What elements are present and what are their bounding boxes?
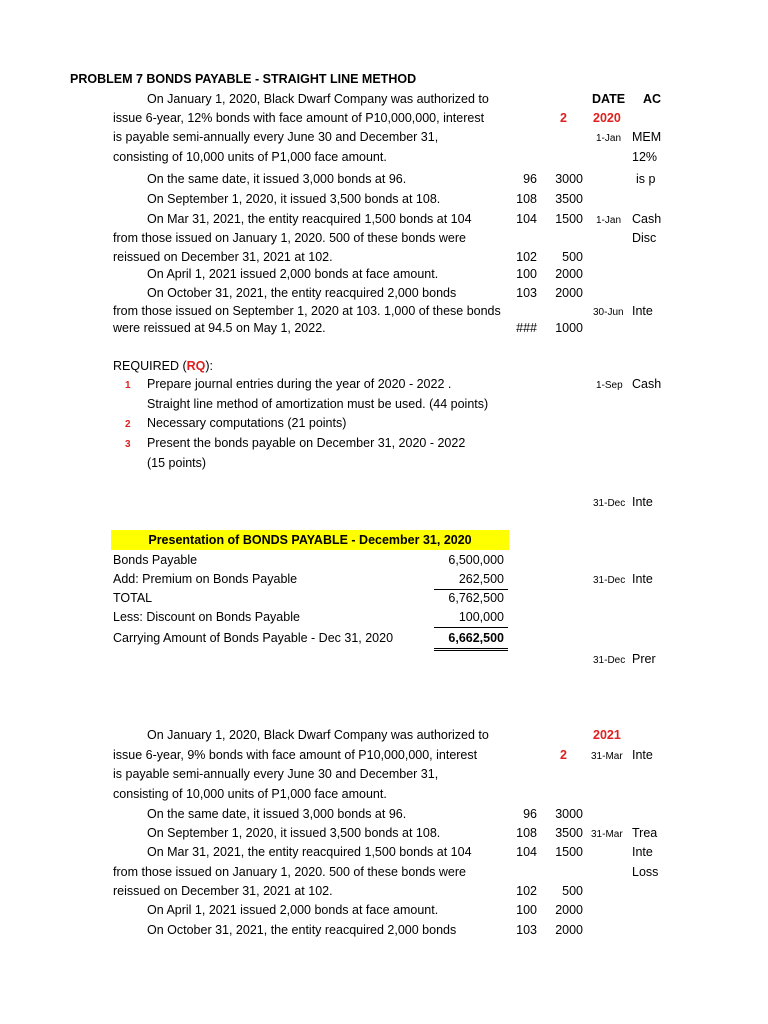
journal-account: Inte — [632, 572, 653, 586]
units-cell: 3000 — [555, 172, 583, 186]
rate-cell: 108 — [516, 192, 537, 206]
paragraph-line: issue 6-year, 12% bonds with face amount of P10,000,000, interest — [113, 111, 485, 125]
units-cell: 3000 — [555, 807, 583, 821]
transaction-line: On September 1, 2020, it issued 3,500 bonds at 108. — [147, 192, 441, 206]
journal-account: 12% — [632, 150, 658, 164]
presentation-value: 6,500,000 — [448, 553, 504, 567]
transaction-line: were reissued at 94.5 on May 1, 2022. — [113, 321, 326, 335]
double-underline — [434, 648, 508, 649]
rate-cell: 102 — [516, 250, 537, 264]
presentation-total-value: 6,662,500 — [448, 631, 504, 645]
units-cell: 2000 — [555, 286, 583, 300]
units-cell: 3500 — [555, 826, 583, 840]
problem-title: PROBLEM 7 BONDS PAYABLE - STRAIGHT LINE METHOD — [70, 72, 417, 86]
journal-account: Disc — [632, 231, 657, 245]
double-underline — [434, 650, 508, 651]
required-number: 2 — [125, 419, 131, 430]
required-number: 1 — [125, 380, 131, 391]
presentation-label: Less: Discount on Bonds Payable — [113, 610, 300, 624]
transaction-line: On April 1, 2021 issued 2,000 bonds at face amount. — [147, 267, 439, 281]
journal-date: 31-Dec — [593, 655, 626, 666]
paragraph-line: consisting of 10,000 units of P1,000 face amount. — [113, 787, 387, 801]
presentation-value: 100,000 — [458, 610, 504, 624]
journal-account: Trea — [632, 826, 658, 840]
presentation-value: 6,762,500 — [448, 591, 504, 605]
rate-cell: ### — [516, 321, 537, 335]
journal-account: Inte — [632, 304, 653, 318]
transaction-line: from those issued on January 1, 2020. 500 of these bonds were — [113, 865, 467, 879]
presentation-value: 262,500 — [458, 572, 504, 586]
journal-date: 31-Mar — [591, 829, 623, 840]
rate-cell: 100 — [516, 267, 537, 281]
rate-cell: 96 — [523, 807, 537, 821]
transaction-line: On Mar 31, 2021, the entity reacquired 1,500 bonds at 104 — [147, 845, 472, 859]
units-cell: 500 — [562, 884, 583, 898]
units-cell: 2000 — [555, 903, 583, 917]
presentation-label: Carrying Amount of Bonds Payable - Dec 31, 2020 — [113, 631, 394, 645]
units-cell: 1500 — [555, 845, 583, 859]
rate-cell: 104 — [516, 845, 537, 859]
transaction-line: On October 31, 2021, the entity reacquired 2,000 bonds — [147, 923, 457, 937]
required-item: Present the bonds payable on December 31, 2020 - 2022 — [147, 436, 466, 450]
journal-date: 31-Dec — [593, 575, 626, 586]
required-item: Necessary computations (21 points) — [147, 416, 347, 430]
presentation-label: Bonds Payable — [113, 553, 198, 567]
units-cell: 2000 — [555, 267, 583, 281]
paragraph-line: is payable semi-annually every June 30 and December 31, — [113, 130, 439, 144]
journal-date: 1-Jan — [596, 133, 622, 144]
transaction-line: from those issued on September 1, 2020 at 103. 1,000 of these bonds — [113, 304, 501, 318]
rate-cell: 102 — [516, 884, 537, 898]
paragraph-line: issue 6-year, 9% bonds with face amount of P10,000,000, interest — [113, 748, 478, 762]
rate-cell: 103 — [516, 286, 537, 300]
underline — [434, 627, 508, 628]
journal-account: MEM — [632, 130, 662, 144]
required-item: Prepare journal entries during the year of 2020 - 2022 . — [147, 377, 452, 391]
transaction-line: from those issued on January 1, 2020. 500 of these bonds were — [113, 231, 467, 245]
transaction-line: On September 1, 2020, it issued 3,500 bonds at 108. — [147, 826, 441, 840]
paragraph-line: is payable semi-annually every June 30 and December 31, — [113, 767, 439, 781]
units-cell: 1500 — [555, 212, 583, 226]
transaction-line: On the same date, it issued 3,000 bonds at 96. — [147, 807, 407, 821]
journal-account: Loss — [632, 865, 659, 879]
units-cell: 500 — [562, 250, 583, 264]
journal-account: Inte — [632, 495, 653, 509]
presentation-title: Presentation of BONDS PAYABLE - December 31, 2020 — [111, 530, 509, 550]
transaction-line: reissued on December 31, 2021 at 102. — [113, 250, 333, 264]
rate-cell: 108 — [516, 826, 537, 840]
presentation-label: TOTAL — [113, 591, 153, 605]
transaction-line: On October 31, 2021, the entity reacquired 2,000 bonds — [147, 286, 457, 300]
rate-cell: 100 — [516, 903, 537, 917]
required-item: (15 points) — [147, 456, 207, 470]
journal-year-number: 2 — [560, 748, 567, 762]
required-number: 3 — [125, 439, 131, 450]
units-cell: 3500 — [555, 192, 583, 206]
required-heading: REQUIRED (RQ): — [113, 359, 214, 373]
transaction-line: On April 1, 2021 issued 2,000 bonds at face amount. — [147, 903, 439, 917]
rate-cell: 103 — [516, 923, 537, 937]
paragraph-line: On January 1, 2020, Black Dwarf Company was authorized to — [147, 92, 489, 106]
transaction-line: On the same date, it issued 3,000 bonds at 96. — [147, 172, 407, 186]
paragraph-line: On January 1, 2020, Black Dwarf Company was authorized to — [147, 728, 489, 742]
journal-date: 31-Mar — [591, 751, 623, 762]
journal-account: Prer — [632, 652, 656, 666]
journal-date: 1-Sep — [596, 380, 623, 391]
journal-date: 30-Jun — [593, 307, 624, 318]
presentation-label: Add: Premium on Bonds Payable — [113, 572, 298, 586]
rate-cell: 104 — [516, 212, 537, 226]
journal-year-number: 2 — [560, 111, 567, 125]
journal-year: 2021 — [593, 728, 621, 742]
journal-year: 2020 — [593, 111, 621, 125]
journal-account: Inte — [632, 845, 653, 859]
rate-cell: 96 — [523, 172, 537, 186]
transaction-line: On Mar 31, 2021, the entity reacquired 1,500 bonds at 104 — [147, 212, 472, 226]
units-cell: 1000 — [555, 321, 583, 335]
units-cell: 2000 — [555, 923, 583, 937]
journal-account: Cash — [632, 212, 662, 226]
transaction-line: reissued on December 31, 2021 at 102. — [113, 884, 333, 898]
journal-date: 1-Jan — [596, 215, 622, 226]
paragraph-line: consisting of 10,000 units of P1,000 face amount. — [113, 150, 387, 164]
journal-header-account: AC — [643, 92, 662, 106]
journal-account: is p — [636, 172, 656, 186]
journal-date: 31-Dec — [593, 498, 626, 509]
journal-account: Cash — [632, 377, 662, 391]
required-item: Straight line method of amortization must be used. (44 points) — [147, 397, 489, 411]
journal-account: Inte — [632, 748, 653, 762]
journal-header-date: DATE — [592, 92, 626, 106]
